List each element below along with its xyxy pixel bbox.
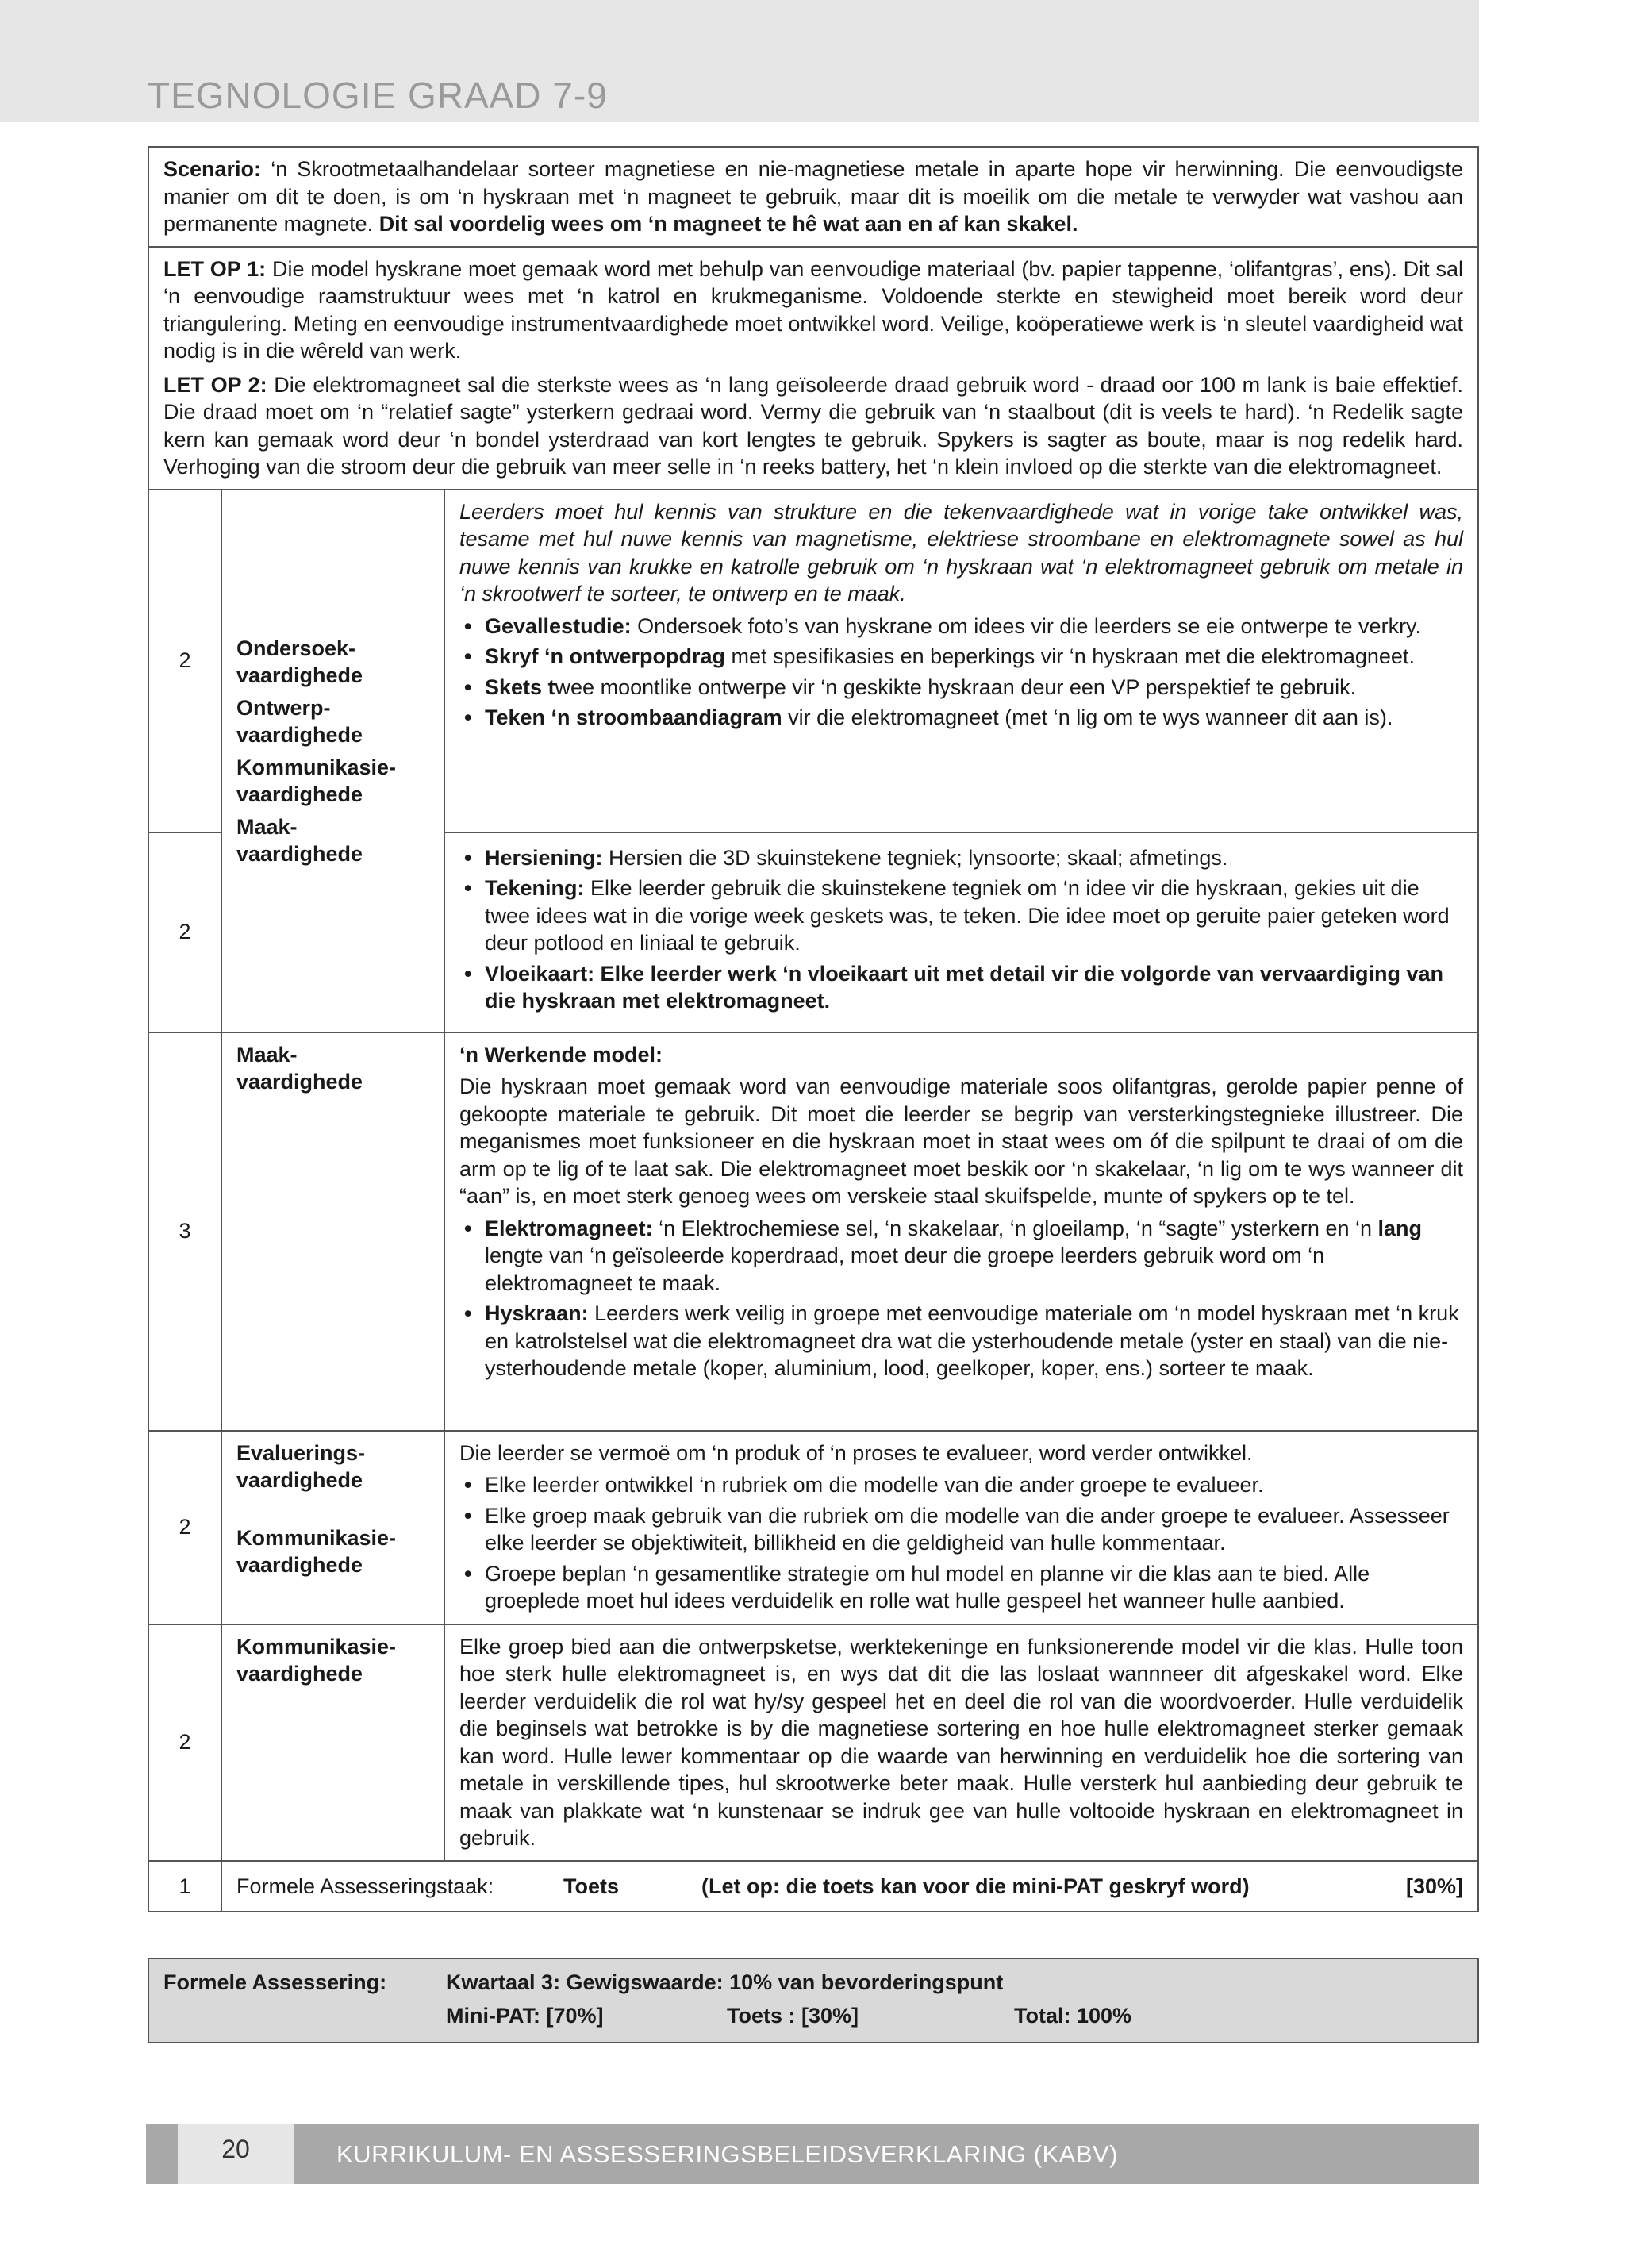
skills-cell [221,1032,444,1431]
week-4-intro: Die leerder se vermoë om ‘n produk of ‘n proses te evalueer, word verder ontwikkel. [459,1440,1253,1465]
formal-task-label: Formele Assesseringstaak: [236,1874,494,1898]
formal-task-row [148,1861,1478,1912]
list-item: • Vloeikaart: Elke leerder werk ‘n vloeikaart uit met detail vir die volgorde van vervaardiging van die hyskraan met elektromagneet. [459,960,1463,1015]
list-item: • Skets twee moontlike ontwerpe vir ‘n geskikte hyskraan deur een VP perspektief te gebruik. [459,674,1463,702]
skill-evaluering: Evaluerings- vaardighede [236,1440,366,1492]
hours-cell: 1 [148,1861,221,1912]
lesson-plan-table [148,146,1479,1912]
notes-cell [148,247,1478,490]
skills-cell [221,1431,444,1624]
skill-kommunikasie: Kommunikasie- vaardighede [236,755,397,806]
note-1-label: LET OP 1: [163,256,267,281]
list-item: • Skryf ‘n ontwerpopdrag met spesifikasies en beperkings vir ‘n hyskraan met die elektromagneet. [459,643,1463,671]
note-1 [163,256,1463,365]
page-header-title: TEGNOLOGIE GRAAD 7-9 [148,75,608,116]
week-4-list [459,1471,1463,1615]
skill-ontwerp: Ontwerp- vaardighede [236,695,363,747]
week-1-intro: Leerders moet hul kennis van strukture en die tekenvaardighede wat in vorige take ontwikkel was, tesame met hul nuwe kennis van magnetisme, elektriese stroombane en elektromagnete sowel as hul nuwe kennis van krukke en katrolle gebruik om ‘n hyskraan wat ‘n elektromagneet gebruik om metale in ‘n skrootwerf te sorteer, te ontwerp en te maak. [459,499,1463,605]
assessment-term: Kwartaal 3: Gewigswaarde: 10% van bevorderingspunt [446,1970,1004,1994]
list-item: • Hersiening: Hersien die 3D skuinstekene tegniek; lynsoorte; skaal; afmetings. [459,844,1463,872]
formal-task-name: Toets [563,1874,620,1898]
list-item: • Elke groep maak gebruik van die rubriek om die modelle van die ander groepe te evalueer. Assesseer elke leerder se objektiwiteit, billikheid en die geldigheid van hulle kommentaar. [459,1502,1463,1557]
hours-cell: 2 [148,490,221,832]
skill-ondersoek: Ondersoek- vaardighede [236,636,363,687]
scenario-text: ‘n Skrootmetaalhandelaar sorteer magnetiese en nie-magnetiese metale in aparte hope vir herwinning. Die eenvoudigste manier om dit te doen, is om ‘n hyskraan met ‘n magneet te gebruik, maar dit is moeilik om die metale te verwyder wat vashou aan permanente magnete. [163,157,1463,236]
note-1-text: Die model hyskrane moet gemaak word met behulp van eenvoudige materiaal (bv. papier tappenne, ‘olifantgras’, ens). Dit sal ‘n eenvoudige raamstruktuur wees met ‘n katrol en krukmeganisme. Voldoende sterkte en stewigheid moet bereik word deur triangulering. Meting en eenvoudige instrumentvaardighede moet ontwikkel word. Veilige, koöperatiewe werk is ‘n sleutel vaardigheid wat nodig is in die wêreld van werk. [163,256,1464,363]
formal-task-weight: [30%] [1405,1874,1463,1898]
note-2-text: Die elektromagneet sal die sterkste wees as ‘n lang geïsoleerde draad gebruik word - draad oor 100 m lank is baie effektief. Die draad moet om ‘n “relatief sagte” ysterkern gedraai word. Vermy die gebruik van ‘n staalbout (dit is veels te hard). ‘n Redelik sagte kern kan gemaak word deur ‘n bondel ysterdraad van kort lengtes te gebruik. Spykers is sagter as boute, maar is nog redelik hard. Verhoging van die stroom deur die gebruik van meer selle in ‘n reeks battery, het ‘n klein invloed op die sterkte van die elektromagneet. [163,372,1464,479]
formal-task-cell [221,1861,1478,1912]
formal-assessment-box [148,1958,1479,2043]
week-3-title: ‘n Werkende model: [459,1042,663,1067]
assessment-mini-pat: Mini-PAT: [70%] [446,2004,604,2028]
scenario-cell [148,147,1478,247]
list-item: • Elektromagneet: ‘n Elektrochemiese sel, ‘n skakelaar, ‘n gloeilamp, ‘n “sagte” ysterkern en ‘n lang lengte van ‘n geïsoleerde koperdraad, moet deur die groepe leerders gebruik word om ‘n elektromagneet te maak. [459,1215,1463,1297]
footer-text: KURRIKULUM- EN ASSESSERINGSBELEIDSVERKLARING (KABV) [336,2140,1119,2168]
row-week-5 [148,1624,1478,1861]
hours-cell: 2 [148,832,221,1032]
week-4-content [444,1431,1478,1624]
page-number: 20 [178,2124,294,2184]
week-3-para: Die hyskraan moet gemaak word van eenvoudige materiale soos olifantgras, gerolde papier penne of gekoopte materiale te gebruik. Dit moet die leerder se begrip van versterkingstegnieke illustreer. Die meganismes moet funksioneer en die hyskraan moet in staat wees om óf die spilpunt te draai of om die arm op te lig of te laat sak. Die elektromagneet moet beskik oor ‘n skakelaar, ‘n lig om te wys wanneer dit “aan” is, en moet sterk genoeg wees om verskeie staal skuifspelde, munte of spykers op te tel. [459,1074,1463,1208]
list-item: • Elke leerder ontwikkel ‘n rubriek om die modelle van die ander groepe te evalueer. [459,1471,1463,1499]
skills-cell [221,1624,444,1861]
week-3-list [459,1215,1463,1382]
skills-cell [221,490,444,1032]
list-item: • Tekening: Elke leerder gebruik die skuinstekene tegniek om ‘n idee vir die hyskraan, gekies uit die twee idees wat in die vorige week geskets was, te teken. Die idee moet op geruite paier geteken word deur potlood en liniaal te gebruik. [459,875,1463,957]
notes-row [148,247,1478,490]
scenario-label: Scenario: [163,157,262,181]
week-1-content [444,490,1478,832]
week-5-content [444,1624,1478,1861]
assessment-label: Formele Assessering: [163,1970,387,1994]
list-item: • Groepe beplan ‘n gesamentlike strategie om hul model en planne vir die klas aan te bied. Alle groeplede moet hul idees verduidelik en rolle wat hulle gespeel het wanneer hulle aanbied. [459,1560,1463,1615]
list-item: • Hyskraan: Leerders werk veilig in groepe met eenvoudige materiale om ‘n model hyskraan met ‘n kruk en katrolstelsel wat die elektromagneet dra wat die ysterhoudende metale (yster en staal) van die nie-ysterhoudende metale (koper, aluminium, lood, geelkoper, koper, ens.) sorteer te maak. [459,1300,1463,1382]
note-2 [163,371,1463,481]
scenario-row [148,147,1478,247]
week-5-para: Elke groep bied aan die ontwerpsketse, werktekeninge en funksionerende model vir die klas. Hulle toon hoe sterk hulle elektromagneet is, en wys dat dit die las loslaat wannneer dit afgeskakel word. Elke leerder verduidelik die rol wat hy/sy gespeel het en deel die rol van die woordvoerder. Hulle verduidelik die beginsels wat betrokke is by die magnetiese sortering en hoe hulle elektromagneet sterker gemaak kan word. Hulle lewer kommentaar op die waarde van herwinning en verduidelik hoe die sortering van metale in verskillende tipes, hul skrootwerke beter maak. Hulle versterk hul aanbieding deur gebruik te maak van plakkate wat ‘n kunstenaar se indruk gee van hulle voltooide hyskraan en elektromagneet in gebruik. [459,1634,1463,1850]
list-item: • Teken ‘n stroombaandiagram vir die elektromagneet (met ‘n lig om te wys wanneer dit aan is). [459,704,1463,732]
formal-task-note: (Let op: die toets kan voor die mini-PAT geskryf word) [701,1874,1250,1898]
assessment-total: Total: 100% [1014,2004,1132,2028]
hours-cell: 3 [148,1032,221,1431]
week-2-content [444,832,1478,1032]
hours-cell: 2 [148,1624,221,1861]
row-week-4 [148,1431,1478,1624]
scenario-bold-end: Dit sal voordelig wees om ‘n magneet te hê wat aan en af kan skakel. [378,212,1078,236]
week-3-content [444,1032,1478,1431]
skill-maak: Maak- vaardighede [236,814,363,866]
week-2-list [459,844,1463,1015]
row-week-3 [148,1032,1478,1431]
week-1-list [459,613,1463,732]
hours-cell: 2 [148,1431,221,1624]
note-2-label: LET OP 2: [163,372,267,397]
row-week-1 [148,490,1478,832]
formal-task-line [236,1873,1463,1900]
skill-kommunikasie: Kommunikasie- vaardighede [236,1634,397,1686]
assessment-test: Toets : [30%] [727,2004,859,2028]
skill-kommunikasie: Kommunikasie- vaardighede [236,1525,397,1577]
list-item: • Gevallestudie: Ondersoek foto’s van hyskrane om idees vir die leerders se eie ontwerpe te verkry. [459,613,1463,640]
skill-maak: Maak- vaardighede [236,1042,363,1094]
